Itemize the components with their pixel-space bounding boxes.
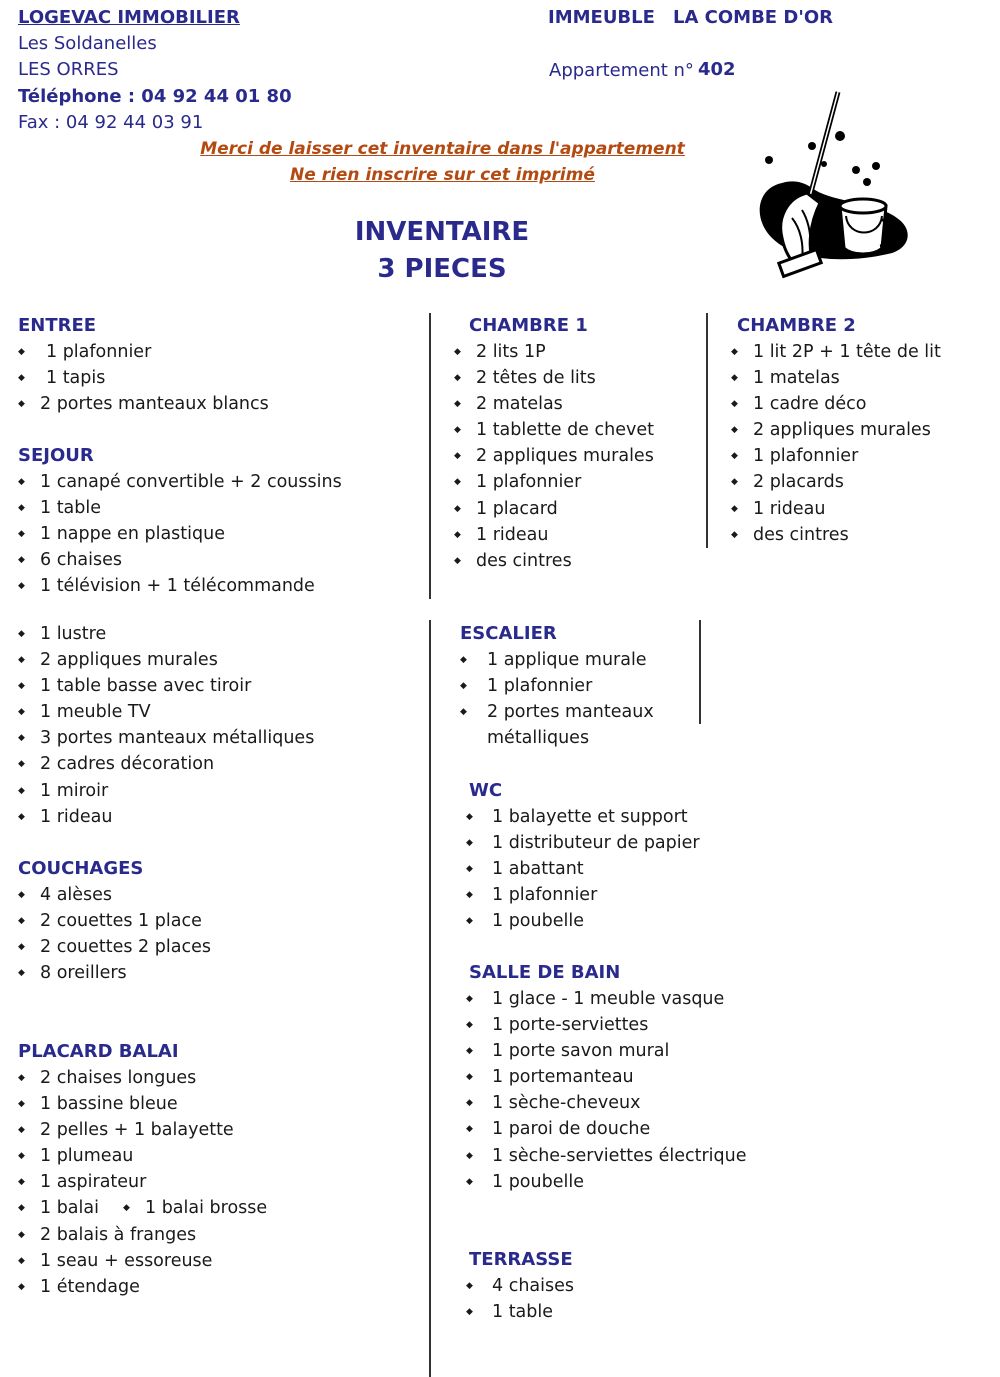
list-item: ◆ 1 table [18, 495, 342, 521]
list-item: ◆ 1 distributeur de papier [466, 830, 700, 856]
list-item: ◆ 1 porte-serviettes [466, 1012, 747, 1038]
section-title: TERRASSE [469, 1249, 573, 1270]
section-sejour [18, 443, 342, 599]
list-item: ◆ 2 cadres décoration [18, 751, 314, 777]
section-terrasse [466, 1247, 574, 1325]
apartment-number: 402 [698, 59, 736, 80]
list-item: ◆ 1 balai brosse [123, 1195, 267, 1221]
section-chambre-2 [731, 313, 941, 548]
list-item-text: 1 balai [40, 1198, 99, 1219]
list-item: ◆ des cintres [731, 522, 941, 548]
column-divider-1 [429, 313, 431, 599]
list-item: ◆ 2 appliques murales [454, 443, 654, 469]
list-item: ◆ 1 poubelle [466, 1169, 747, 1195]
list-item: ◆ 1 lustre [18, 621, 314, 647]
list-item: ◆ 1 meuble TV [18, 699, 314, 725]
list-item: ◆ 2 portes manteaux blancs [18, 391, 269, 417]
list-item: ◆ 1 seau + essoreuse [18, 1248, 234, 1274]
list-item: ◆ 1 miroir [18, 778, 314, 804]
building-label: IMMEUBLE [548, 7, 655, 28]
list-item: ◆ 1 plafonnier [460, 673, 654, 699]
list-item: ◆ 1 étendage [18, 1274, 234, 1300]
list-item: ◆ 2 têtes de lits [454, 365, 654, 391]
agency-address: Les Soldanelles [18, 33, 157, 54]
list-item: ◆ 1 plafonnier [454, 469, 654, 495]
list-item: ◆ 2 lits 1P [454, 339, 654, 365]
list-item: ◆ 2 placards [731, 469, 941, 495]
list-item: ◆ 1 placard [454, 496, 654, 522]
building-name: LA COMBE D'OR [673, 7, 833, 28]
list-item: ◆ 1 tablette de chevet [454, 417, 654, 443]
list-item: ◆ 1 sèche-cheveux [466, 1090, 747, 1116]
section-title: SALLE DE BAIN [469, 962, 621, 983]
list-item: ◆ 2 appliques murales [731, 417, 941, 443]
section-couchages [18, 856, 211, 986]
list-item: ◆ 2 matelas [454, 391, 654, 417]
list-item: ◆ 1 canapé convertible + 2 coussins [18, 469, 342, 495]
agency-fax: Fax : 04 92 44 03 91 [18, 112, 204, 133]
section-title: PLACARD BALAI [18, 1041, 179, 1062]
section-title: ESCALIER [460, 623, 557, 644]
column-divider-2 [706, 313, 708, 548]
list-item: ◆ 2 couettes 2 places [18, 934, 211, 960]
list-item: ◆ 1 matelas [731, 365, 941, 391]
list-item: ◆ 1 rideau [454, 522, 654, 548]
list-item: ◆ 2 appliques murales [18, 647, 314, 673]
list-item: ◆ 1 paroi de douche [466, 1116, 747, 1142]
list-item: ◆ 1 rideau [18, 804, 314, 830]
list-item: ◆ 2 chaises longues [18, 1065, 234, 1091]
list-item: ◆ 4 chaises [466, 1273, 574, 1299]
section-title: COUCHAGES [18, 858, 144, 879]
section-title: WC [469, 780, 503, 801]
list-item: ◆ des cintres [454, 548, 654, 574]
list-item: ◆ 1 glace - 1 meuble vasque [466, 986, 747, 1012]
section-placard-balai [18, 1039, 234, 1300]
list-item: ◆ 1 poubelle [466, 908, 700, 934]
list-item: ◆ 1 sèche-serviettes électrique [466, 1143, 747, 1169]
list-item: ◆ 2 couettes 1 place [18, 908, 211, 934]
list-item: ◆ 1 lit 2P + 1 tête de lit [731, 339, 941, 365]
agency-city: LES ORRES [18, 59, 119, 80]
list-item: ◆ 2 portes manteaux [460, 699, 654, 725]
section-escalier [460, 621, 654, 751]
section-title: SEJOUR [18, 445, 94, 466]
list-item: ◆ 6 chaises [18, 547, 342, 573]
section-chambre-1 [454, 313, 654, 574]
list-item: ◆ 1 applique murale [460, 647, 654, 673]
list-item: ◆ 1 balayette et support [466, 804, 700, 830]
section-title: ENTREE [18, 315, 97, 336]
list-item: ◆ 4 alèses [18, 882, 211, 908]
list-item: ◆ 2 pelles + 1 balayette [18, 1117, 234, 1143]
list-item: ◆ 1 table basse avec tiroir [18, 673, 314, 699]
list-item: ◆ 1 nappe en plastique [18, 521, 342, 547]
notice-do-not-write: Ne rien inscrire sur cet imprimé [290, 165, 595, 185]
section-salle-de-bain [466, 960, 747, 1195]
section-sejour-suite [18, 621, 314, 830]
section-title: CHAMBRE 2 [737, 315, 856, 336]
list-item: ◆ 1 cadre déco [731, 391, 941, 417]
section-entree [18, 313, 269, 417]
agency-phone: Téléphone : 04 92 44 01 80 [18, 86, 292, 107]
column-divider-4 [699, 620, 701, 724]
section-wc [466, 778, 700, 934]
list-item: ◆ 1 rideau [731, 496, 941, 522]
list-item: ◆ 1 abattant [466, 856, 700, 882]
list-item: ◆ 8 oreillers [18, 960, 211, 986]
notice-leave-inventory: Merci de laisser cet inventaire dans l'appartement [200, 139, 685, 159]
list-item: ◆ 1 tapis [18, 365, 269, 391]
placard-balai-inline-list [123, 1195, 267, 1221]
list-item: ◆ 1 bassine bleue [18, 1091, 234, 1117]
page-subtitle: 3 PIECES [377, 254, 507, 284]
page-title: INVENTAIRE [354, 217, 530, 247]
list-item: ◆ 1 portemanteau [466, 1064, 747, 1090]
column-divider-3 [429, 620, 431, 1377]
list-item: ◆ 1 télévision + 1 télécommande [18, 573, 342, 599]
list-item: ◆ 1 porte savon mural [466, 1038, 747, 1064]
list-item: ◆ 1 table [466, 1299, 574, 1325]
agency-name: LOGEVAC IMMOBILIER [18, 7, 240, 28]
section-title: CHAMBRE 1 [469, 315, 588, 336]
list-item-continuation: métalliques [487, 728, 590, 749]
list-item: ◆ 1 plumeau [18, 1143, 234, 1169]
list-item: ◆ 1 plafonnier [466, 882, 700, 908]
list-item: ◆ 2 balais à franges [18, 1222, 234, 1248]
list-item: ◆ 3 portes manteaux métalliques [18, 725, 314, 751]
list-item: ◆ 1 plafonnier [18, 339, 269, 365]
apartment-label: Appartement n° [549, 60, 694, 81]
mop-and-bucket-icon [752, 88, 912, 283]
list-item: ◆ 1 aspirateur [18, 1169, 234, 1195]
list-item: ◆ 1 plafonnier [731, 443, 941, 469]
